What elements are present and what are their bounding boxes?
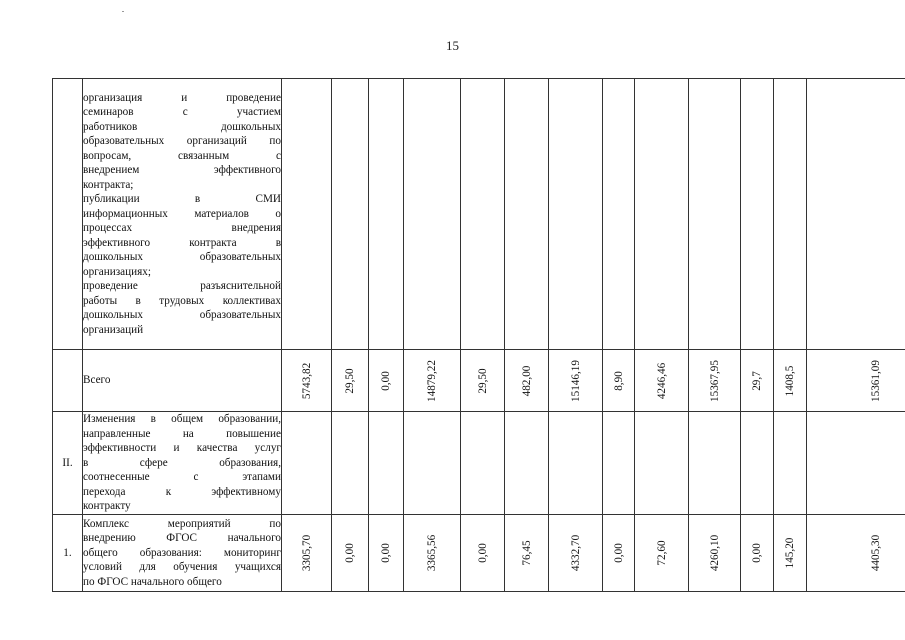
- description-line: эффективности и качества услуг: [83, 442, 281, 455]
- value-cell: [549, 79, 603, 350]
- value-cell: [369, 412, 404, 515]
- description-cell: [83, 79, 282, 350]
- value-text: 0,00: [476, 543, 489, 563]
- value-text: 3365,56: [425, 534, 438, 572]
- value-cell: [807, 79, 905, 350]
- row-number-cell: [53, 350, 83, 412]
- value-text: 29,50: [343, 367, 356, 394]
- value-cell: [461, 350, 505, 412]
- description-line: Изменения в общем образовании,: [83, 413, 281, 426]
- value-cell: [369, 515, 404, 592]
- value-cell: [689, 412, 741, 515]
- value-cell: [282, 515, 332, 592]
- row-number-cell: 1.: [53, 515, 83, 592]
- value-text: 145,20: [783, 537, 796, 569]
- value-cell: [369, 79, 404, 350]
- description-line: общего образования: мониторинг: [83, 546, 281, 559]
- value-cell: [404, 79, 461, 350]
- value-cell: [689, 350, 741, 412]
- description-line: проведение разъяснительной: [83, 280, 281, 293]
- value-cell: [635, 412, 689, 515]
- value-cell: [404, 412, 461, 515]
- value-cell: [461, 515, 505, 592]
- value-cell: [282, 79, 332, 350]
- value-cell: [603, 350, 635, 412]
- row-number-cell: [53, 79, 83, 350]
- description-line: публикации в СМИ: [83, 193, 281, 206]
- value-text: 72,60: [655, 540, 668, 566]
- value-cell: [332, 79, 369, 350]
- value-cell: [549, 515, 603, 592]
- description-line: работы в трудовых коллективах: [83, 294, 281, 307]
- value-cell: [774, 79, 807, 350]
- value-cell: [461, 79, 505, 350]
- description-line: направленные на повышение: [83, 427, 281, 440]
- value-cell: [774, 515, 807, 592]
- description-line: образовательных организаций по: [83, 135, 281, 148]
- value-cell: [505, 350, 549, 412]
- value-text: 0,00: [750, 543, 763, 563]
- value-cell: [774, 412, 807, 515]
- value-text: 4405,30: [869, 534, 882, 572]
- value-text: 29,50: [476, 367, 489, 394]
- description-line: Комплекс мероприятий по: [83, 517, 281, 530]
- value-text: 76,45: [520, 540, 533, 566]
- description-line: организациях;: [83, 265, 151, 278]
- description-line: организаций: [83, 323, 144, 336]
- value-text: 482,00: [520, 365, 533, 396]
- value-cell: [505, 79, 549, 350]
- value-cell: [332, 350, 369, 412]
- value-cell: [603, 79, 635, 350]
- value-cell: [332, 515, 369, 592]
- value-text: 1408,5: [783, 365, 796, 396]
- value-text: 8,90: [612, 370, 625, 391]
- description-line: организация и проведение: [83, 91, 281, 104]
- value-cell: [741, 412, 774, 515]
- value-text: 4332,70: [569, 534, 582, 572]
- value-cell: [807, 515, 905, 592]
- value-text: 15146,19: [569, 359, 582, 402]
- description-line: эффективного контракта в: [83, 236, 281, 249]
- value-cell: [505, 412, 549, 515]
- description-cell: [83, 515, 282, 592]
- value-cell: [689, 515, 741, 592]
- value-text: 0,00: [379, 543, 392, 563]
- value-cell: [404, 350, 461, 412]
- value-cell: [741, 515, 774, 592]
- value-cell: [603, 412, 635, 515]
- value-text: 5743,82: [300, 362, 313, 399]
- value-text: 4260,10: [708, 534, 721, 572]
- value-cell: [549, 350, 603, 412]
- value-text: 15361,09: [869, 359, 882, 402]
- description-cell: [83, 350, 282, 412]
- value-cell: [689, 79, 741, 350]
- description-line: перехода к эффективному: [83, 485, 281, 498]
- value-cell: [807, 350, 905, 412]
- description-line: по ФГОС начального общего: [83, 575, 222, 588]
- value-text: 4246,46: [655, 362, 668, 399]
- value-cell: [369, 350, 404, 412]
- table-row: [53, 515, 905, 592]
- value-cell: [635, 515, 689, 592]
- description-line: семинаров с участием: [83, 106, 281, 119]
- description-cell: [83, 412, 282, 515]
- description-line: внедрению ФГОС начального: [83, 532, 281, 545]
- row-number-cell: II.: [53, 412, 83, 515]
- value-text: 14879,22: [425, 359, 438, 402]
- value-cell: [332, 412, 369, 515]
- value-text: 15367,95: [708, 359, 721, 402]
- description-line: дошкольных образовательных: [83, 251, 281, 264]
- value-text: 0,00: [612, 543, 625, 563]
- value-cell: [282, 350, 332, 412]
- table-row: [53, 79, 905, 350]
- value-cell: [741, 350, 774, 412]
- description-line: внедрением эффективного: [83, 164, 281, 177]
- value-text: 0,00: [379, 370, 392, 391]
- value-cell: [741, 79, 774, 350]
- scan-speck: [122, 11, 124, 12]
- description-line: информационных материалов о: [83, 207, 281, 220]
- description-line: дошкольных образовательных: [83, 309, 281, 322]
- table-row: [53, 350, 905, 412]
- value-cell: [549, 412, 603, 515]
- description-line: соотнесенные с этапами: [83, 471, 281, 484]
- description-line: вопросам, связанным с: [83, 149, 281, 162]
- description-line: работников дошкольных: [83, 120, 281, 133]
- value-cell: [461, 412, 505, 515]
- value-cell: [807, 412, 905, 515]
- value-text: 3305,70: [300, 534, 313, 572]
- table-row: [53, 412, 905, 515]
- description-line: условий для обучения учащихся: [83, 561, 281, 574]
- value-cell: [635, 350, 689, 412]
- value-cell: [505, 515, 549, 592]
- description-line: процессах внедрения: [83, 222, 281, 235]
- page-number: 15: [446, 38, 459, 53]
- budget-table: [52, 78, 905, 592]
- value-cell: [635, 79, 689, 350]
- value-cell: [774, 350, 807, 412]
- value-text: 0,00: [343, 543, 356, 563]
- description-line: контракту: [83, 500, 131, 513]
- value-cell: [603, 515, 635, 592]
- value-text: 29,7: [750, 370, 763, 391]
- description-line: контракта;: [83, 178, 134, 191]
- description-line: в сфере образования,: [83, 456, 281, 469]
- value-cell: [282, 412, 332, 515]
- description-line: Всего: [83, 374, 111, 387]
- value-cell: [404, 515, 461, 592]
